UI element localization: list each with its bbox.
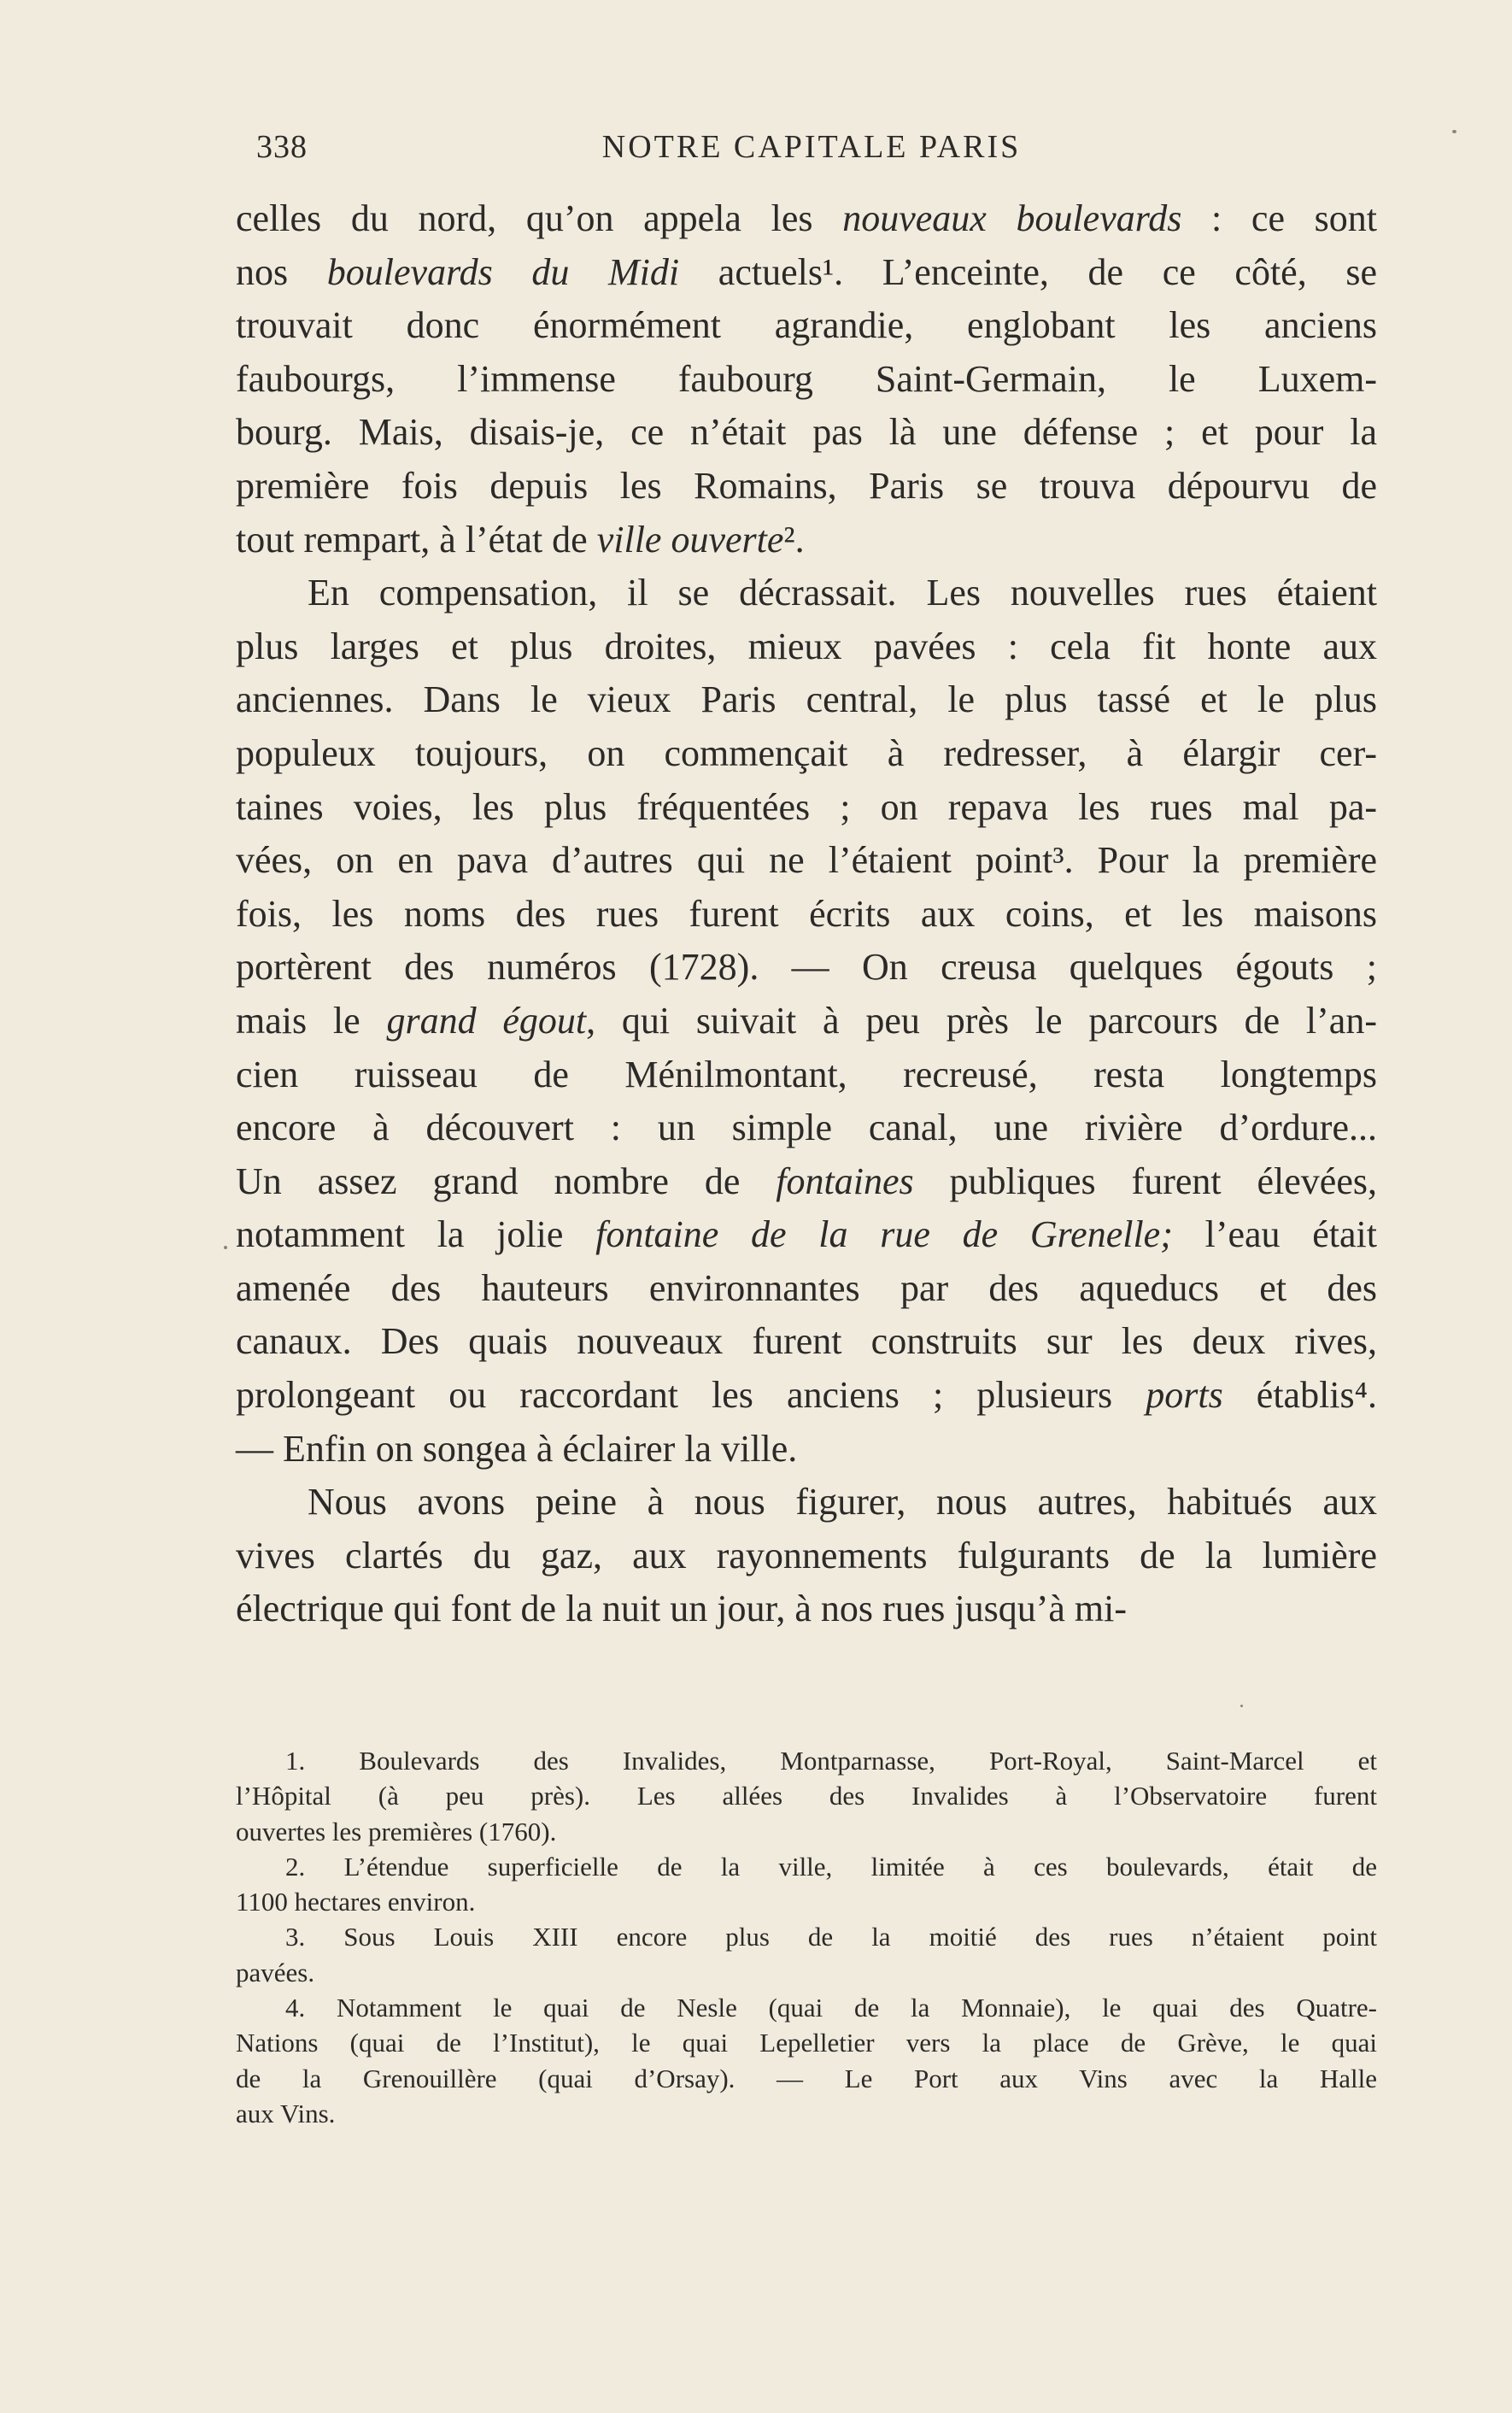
italic-text: fontaine de la rue de Grenelle; [595, 1213, 1173, 1256]
body-line [236, 192, 1377, 246]
footnote-line: pavées. [236, 1957, 315, 1987]
body-line [236, 406, 1377, 460]
body-line [236, 781, 1377, 835]
text-run: électrique qui font de la nuit un jour, à nos rues jusqu’à mi- [236, 1588, 1127, 1630]
footnote-line: aux Vins. [236, 2098, 336, 2128]
body-line [236, 1155, 1377, 1209]
text-run: anciennes. Dans le vieux Paris central, le plus tassé et le plus [236, 678, 1377, 721]
running-head [256, 128, 1367, 179]
body-line [236, 353, 1377, 407]
text-run: publiques furent élevées, [913, 1160, 1377, 1202]
text-run: , qui suivait à peu près le parcours de l’an- [586, 999, 1377, 1042]
footnote-line: 1100 hectares environ. [236, 1887, 476, 1917]
text-run: notamment la jolie [236, 1213, 596, 1256]
italic-text: grand égout [386, 999, 587, 1042]
text-run: : ce sont [1181, 197, 1377, 239]
footnote-line: Nations (quai de l’Institut), le quai Lepelletier vers la place de Grève, le quai [236, 2028, 1377, 2058]
body-line [236, 567, 1377, 620]
footnote-line: 3. Sous Louis XIII encore plus de la moitié des rues n’étaient point [285, 1922, 1377, 1952]
text-run: taines voies, les plus fréquentées ; on repava les rues mal pa- [236, 785, 1377, 828]
footnote-line: 2. L’étendue superficielle de la ville, limitée à ces boulevards, était de [285, 1851, 1377, 1882]
body-line [236, 460, 1377, 514]
footnote-line: l’Hôpital (à peu près). Les allées des Invalides à l’Observatoire furent [236, 1781, 1377, 1811]
footnote-line: 1. Boulevards des Invalides, Montparnasse, Port-Royal, Saint-Marcel et [285, 1746, 1377, 1776]
text-run: Un assez grand nombre de [236, 1160, 777, 1202]
body-line [236, 1529, 1377, 1583]
text-run: fois, les noms des rues furent écrits aux coins, et les maisons [236, 892, 1377, 935]
text-run: cien ruisseau de Ménilmontant, recreusé, resta longtemps [236, 1053, 1377, 1095]
body-line [236, 1369, 1377, 1423]
text-run: populeux toujours, on commençait à redresser, à élargir cer- [236, 731, 1377, 774]
text-run: ². [783, 518, 805, 561]
text-run: canaux. Des quais nouveaux furent construits sur les deux rives, [236, 1320, 1377, 1363]
text-run: première fois depuis les Romains, Paris se trouva dépourvu de [236, 464, 1377, 507]
body-line [236, 1423, 1377, 1477]
text-run: l’eau était [1172, 1213, 1377, 1256]
italic-text: ports [1146, 1374, 1223, 1417]
text-run: trouvait donc énormément agrandie, englobant les anciens [236, 304, 1377, 347]
body-line [236, 727, 1377, 781]
body-line [236, 299, 1377, 353]
paper-speck [1452, 130, 1456, 133]
text-run: mais le [236, 999, 387, 1042]
body-line [236, 514, 1377, 567]
italic-text: fontaines [776, 1160, 914, 1202]
text-run: faubourgs, l’immense faubourg Saint-Germain, le Luxem- [236, 357, 1377, 400]
text-run: bourg. Mais, disais-je, ce n’était pas là une défense ; et pour la [236, 411, 1377, 454]
body-line [236, 1101, 1377, 1155]
page-number: 338 [256, 129, 308, 165]
body-line [236, 1315, 1377, 1369]
body-line [236, 1476, 1377, 1529]
text-run: amenée des hauteurs environnantes par des aqueducs et des [236, 1266, 1377, 1309]
body-line [236, 834, 1377, 888]
body-line [236, 246, 1377, 300]
text-run: établis⁴. [1222, 1374, 1377, 1417]
footnotes [236, 1743, 1377, 2131]
running-title: NOTRE CAPITALE PARIS [601, 129, 1022, 165]
text-run: En compensation, il se décrassait. Les nouvelles rues étaient [308, 572, 1377, 614]
body-line [236, 995, 1377, 1048]
body-text [236, 192, 1377, 1636]
text-run: portèrent des numéros (1728). — On creusa quelques égouts ; [236, 946, 1377, 989]
text-run: vives clartés du gaz, aux rayonnements fulgurants de la lumière [236, 1534, 1377, 1576]
text-run: — Enfin on songea à éclairer la ville. [236, 1427, 798, 1470]
text-run: tout rempart, à l’état de [236, 518, 597, 561]
italic-text: boulevards du Midi [326, 250, 680, 293]
text-run: Nous avons peine à nous figurer, nous autres, habitués aux [308, 1481, 1377, 1524]
body-line [236, 1262, 1377, 1316]
footnote-line: ouvertes les premières (1760). [236, 1816, 557, 1846]
text-run: celles du nord, qu’on appela les [236, 197, 843, 239]
paper-speck [224, 1246, 227, 1249]
italic-text: nouveaux boulevards [842, 197, 1182, 239]
body-line [236, 1582, 1377, 1636]
body-line [236, 1048, 1377, 1102]
footnote-line: de la Grenouillère (quai d’Orsay). — Le Port aux Vins avec la Halle [236, 2063, 1377, 2093]
text-run: nos [236, 250, 327, 293]
body-line [236, 620, 1377, 674]
body-line [236, 1208, 1377, 1262]
body-line [236, 941, 1377, 995]
body-line [236, 888, 1377, 942]
footnote-line: 4. Notamment le quai de Nesle (quai de la Monnaie), le quai des Quatre- [285, 1993, 1377, 2023]
text-run: encore à découvert : un simple canal, une rivière d’ordure... [236, 1107, 1377, 1149]
body-line [236, 673, 1377, 727]
text-run: vées, on en pava d’autres qui ne l’étaient point³. Pour la première [236, 839, 1377, 882]
paper-speck [1240, 1705, 1243, 1707]
italic-text: ville ouverte [596, 518, 784, 561]
text-run: prolongeant ou raccordant les anciens ; plusieurs [236, 1374, 1146, 1417]
text-run: plus larges et plus droites, mieux pavées : cela fit honte aux [236, 625, 1377, 667]
text-run: actuels¹. L’enceinte, de ce côté, se [679, 250, 1378, 293]
